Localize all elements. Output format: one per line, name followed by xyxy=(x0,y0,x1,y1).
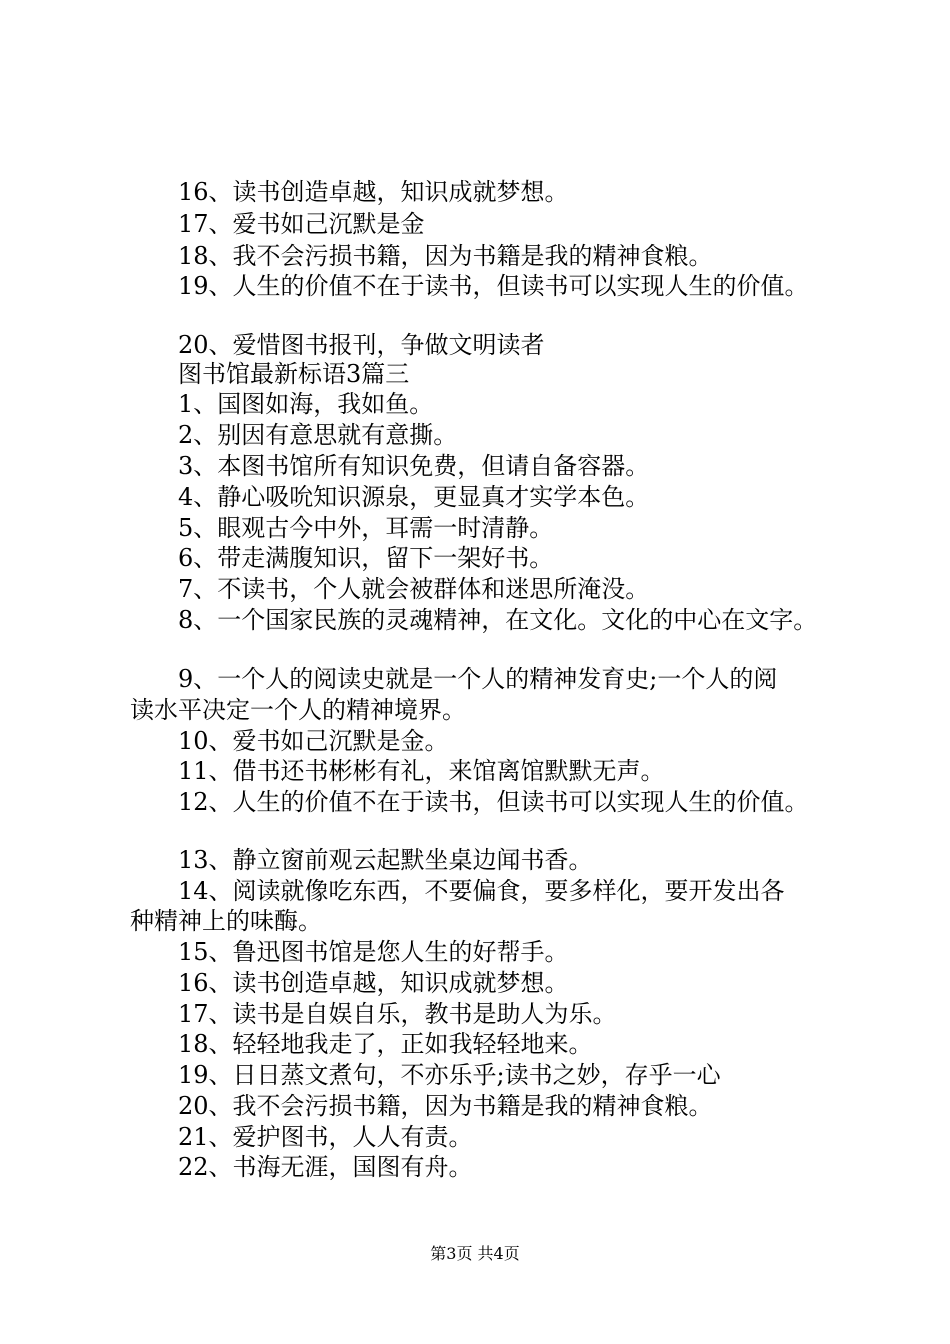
list-item: 14、阅读就像吃东西，不要偏食，要多样化，要开发出各 xyxy=(178,877,785,905)
list-item: 17、读书是自娱自乐，教书是助人为乐。 xyxy=(178,1000,617,1028)
list-item: 19、日日蒸文煮句，不亦乐乎;读书之妙，存乎一心 xyxy=(178,1061,721,1089)
list-item: 4、静心吸吮知识源泉，更显真才实学本色。 xyxy=(178,483,650,511)
list-item: 16、读书创造卓越，知识成就梦想。 xyxy=(178,178,569,206)
list-item: 16、读书创造卓越，知识成就梦想。 xyxy=(178,969,569,997)
list-item: 3、本图书馆所有知识免费，但请自备容器。 xyxy=(178,452,650,480)
list-item: 9、一个人的阅读史就是一个人的精神发育史;一个人的阅 xyxy=(178,665,778,693)
list-item-continuation: 种精神上的味酶。 xyxy=(130,907,322,935)
list-item: 7、不读书，个人就会被群体和迷思所淹没。 xyxy=(178,575,650,603)
list-item: 18、我不会污损书籍，因为书籍是我的精神食粮。 xyxy=(178,242,713,270)
list-item: 6、带走满腹知识，留下一架好书。 xyxy=(178,544,554,572)
page-footer: 第3页 共4页 xyxy=(430,1244,520,1263)
list-item: 12、人生的价值不在于读书，但读书可以实现人生的价值。 xyxy=(178,788,809,816)
list-item: 21、爱护图书，人人有责。 xyxy=(178,1123,473,1151)
list-item: 20、爱惜图书报刊，争做文明读者 xyxy=(178,331,545,359)
list-item: 15、鲁迅图书馆是您人生的好帮手。 xyxy=(178,938,569,966)
list-item: 2、别因有意思就有意撕。 xyxy=(178,421,458,449)
list-item: 8、一个国家民族的灵魂精神，在文化。文化的中心在文字。 xyxy=(178,606,818,634)
list-item: 17、爱书如己沉默是金 xyxy=(178,210,425,238)
list-item: 22、书海无涯，国图有舟。 xyxy=(178,1153,473,1181)
list-item: 11、借书还书彬彬有礼，来馆离馆默默无声。 xyxy=(178,757,665,785)
list-item: 20、我不会污损书籍，因为书籍是我的精神食粮。 xyxy=(178,1092,713,1120)
list-item: 1、国图如海，我如鱼。 xyxy=(178,390,434,418)
list-item-continuation: 读水平决定一个人的精神境界。 xyxy=(130,696,466,724)
list-item: 5、眼观古今中外，耳需一时清静。 xyxy=(178,514,554,542)
list-item: 18、轻轻地我走了，正如我轻轻地来。 xyxy=(178,1030,593,1058)
section-heading: 图书馆最新标语3篇三 xyxy=(178,360,410,388)
list-item: 10、爱书如己沉默是金。 xyxy=(178,727,449,755)
list-item: 19、人生的价值不在于读书，但读书可以实现人生的价值。 xyxy=(178,272,809,300)
list-item: 13、静立窗前观云起默坐桌边闻书香。 xyxy=(178,846,593,874)
